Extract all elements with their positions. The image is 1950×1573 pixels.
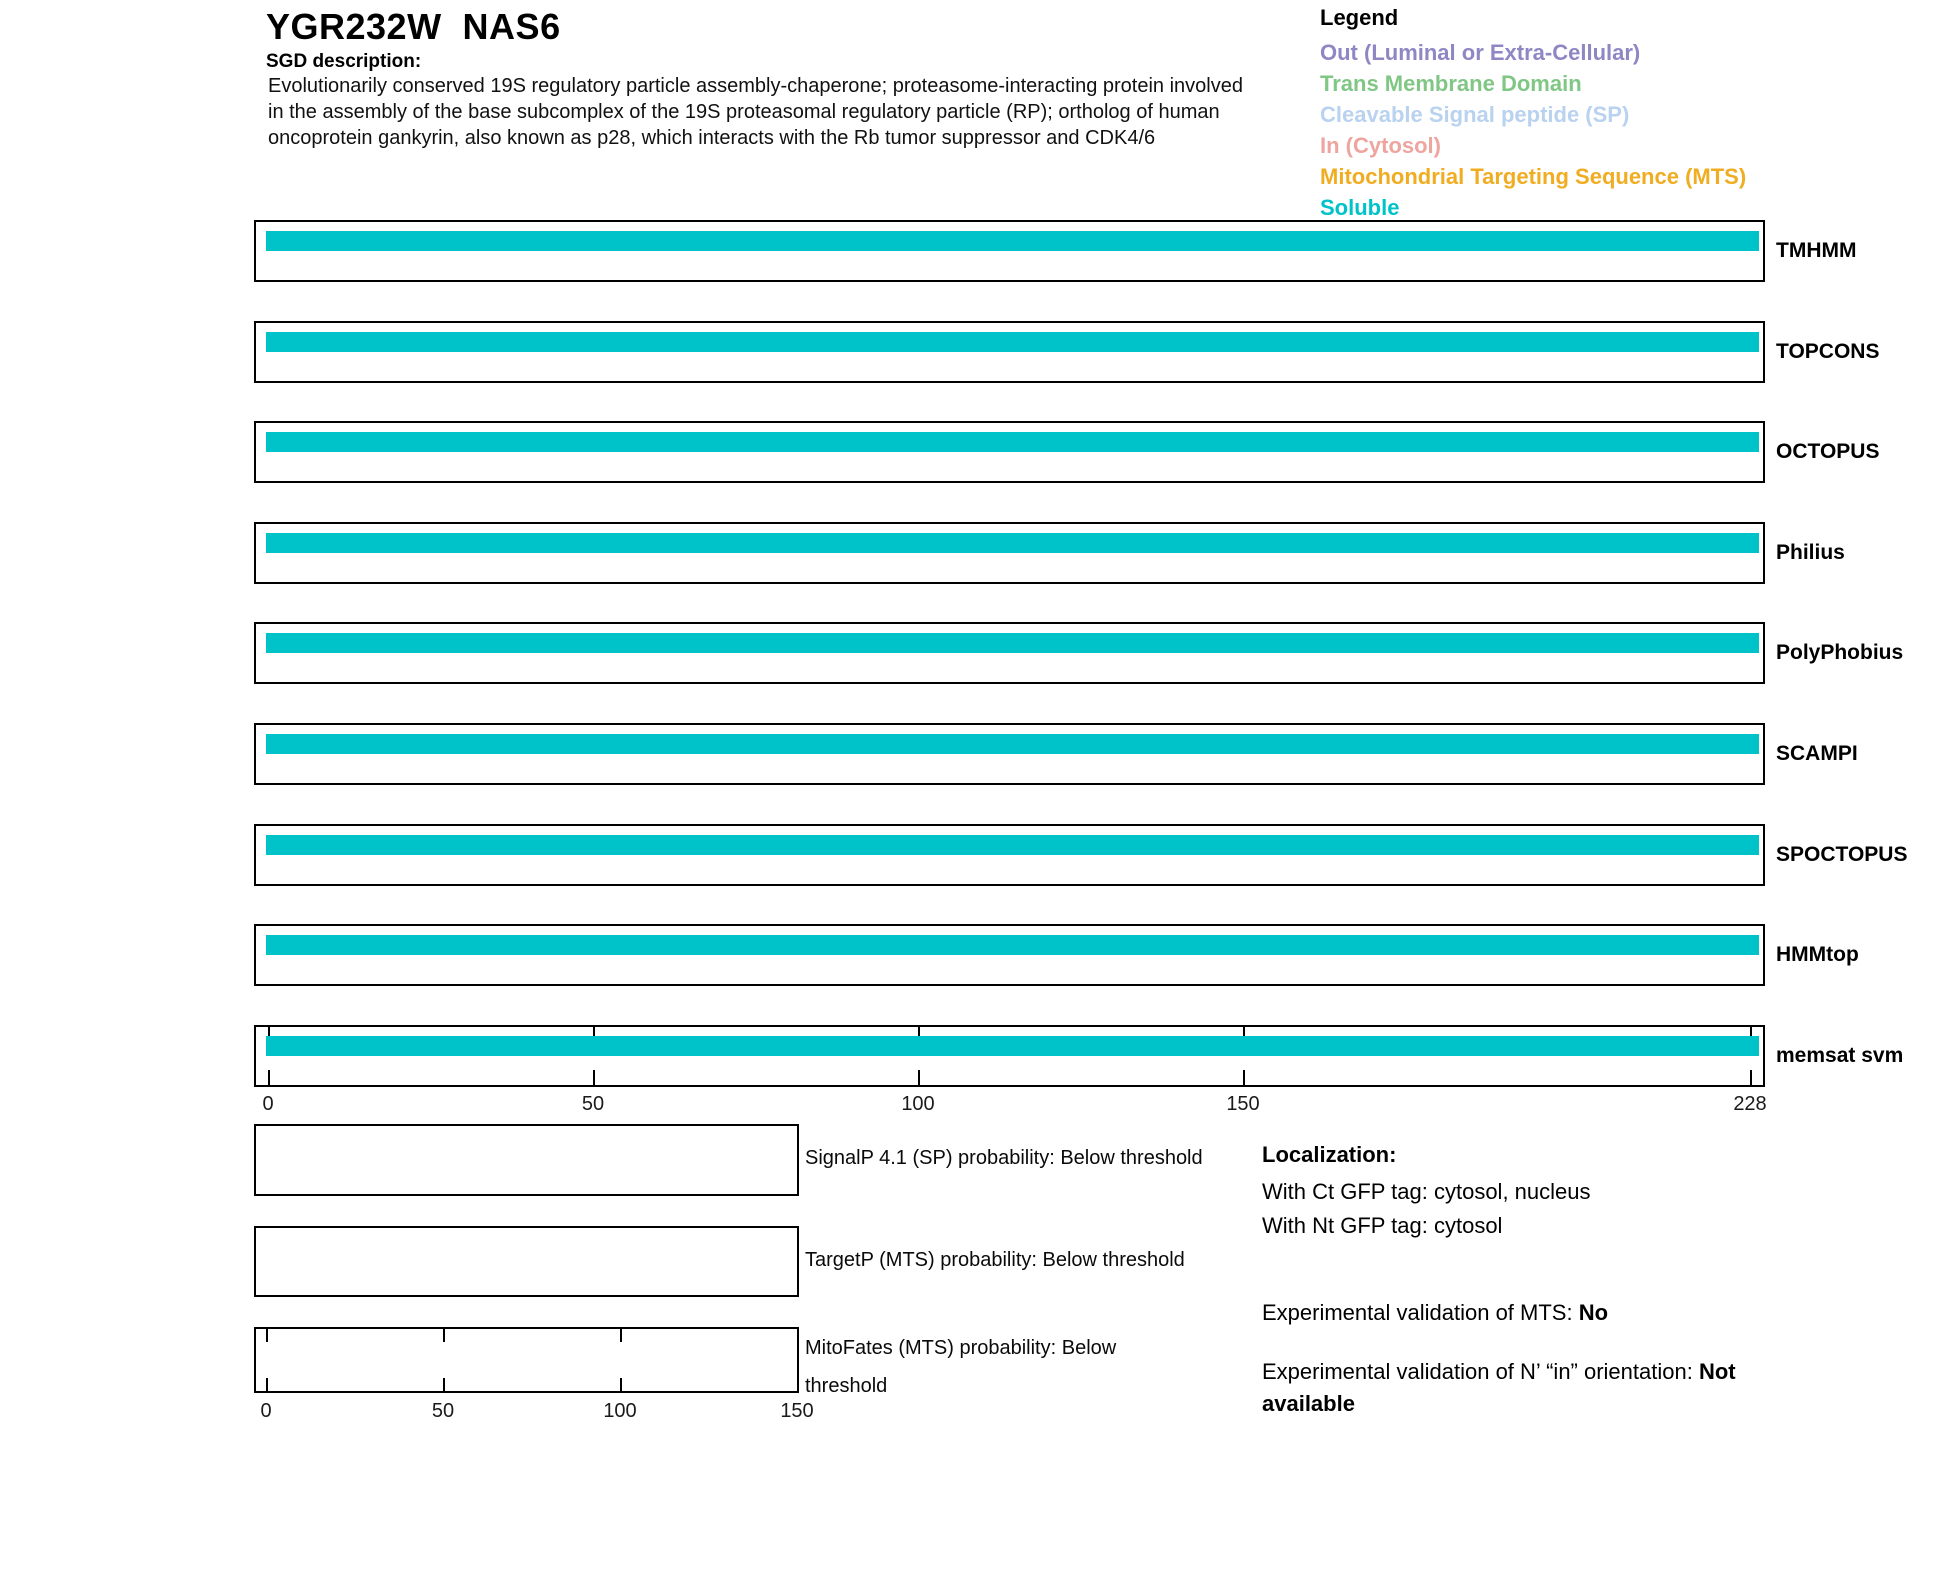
axis-tick-label: 100 [901,1093,935,1115]
track-label-memsat-svm: memsat svm [1776,1044,1904,1067]
track-box-octopus [254,421,1765,483]
signalp-plot-box [254,1124,799,1196]
soluble-bar [266,935,1759,955]
targetp-caption: TargetP (MTS) probability: Below threshold [805,1249,1185,1271]
mitofates-caption-line1: MitoFates (MTS) probability: Below [805,1337,1117,1359]
soluble-bar [266,835,1759,855]
soluble-bar [266,231,1759,251]
axis-tick [443,1378,445,1391]
track-label-scampi: SCAMPI [1776,742,1858,765]
track-label-hmmtop: HMMtop [1776,943,1859,966]
axis-tick [620,1329,622,1342]
track-box-topcons [254,321,1765,383]
axis-tick-label: 50 [431,1400,455,1422]
legend-item-mts: Mitochondrial Targeting Sequence (MTS) [1320,164,1747,189]
soluble-bar [266,633,1759,653]
axis-tick [620,1378,622,1391]
legend-title: Legend [1320,5,1399,30]
track-box-memsat-svm [254,1025,1765,1087]
axis-tick [918,1070,920,1085]
track-label-polyphobius: PolyPhobius [1776,641,1904,664]
track-box-philius [254,522,1765,584]
mts-validation-value: No [1578,1300,1609,1325]
soluble-bar [266,332,1759,352]
orientation-validation-line [1262,1359,1736,1385]
page-title: YGR232W NAS6 [266,6,561,47]
legend-item-sp: Cleavable Signal peptide (SP) [1320,102,1630,127]
axis-tick-label: 0 [260,1400,272,1422]
axis-tick [443,1329,445,1342]
axis-tick [593,1070,595,1085]
ct-gfp-line: With Ct GFP tag: cytosol, nucleus [1262,1179,1591,1204]
mts-validation-line [1262,1300,1608,1326]
axis-tick [266,1329,268,1342]
track-label-octopus: OCTOPUS [1776,440,1880,463]
axis-tick-label: 228 [1733,1093,1767,1115]
track-box-scampi [254,723,1765,785]
description-line: oncoprotein gankyrin, also known as p28, which interacts with the Rb tumor suppressor and CDK4/6 [268,127,1156,149]
sgd-description-text [268,73,1243,151]
localization-label: Localization: [1262,1142,1397,1167]
axis-tick-label: 0 [262,1093,274,1115]
sgd-description-label: SGD description: [266,51,422,72]
axis-tick [1243,1070,1245,1085]
soluble-bar [266,1036,1759,1056]
orientation-validation-value-line2: available [1262,1391,1355,1416]
axis-tick [268,1070,270,1085]
axis-tick-label: 150 [780,1400,814,1422]
soluble-bar [266,734,1759,754]
description-line: Evolutionarily conserved 19S regulatory particle assembly-chaperone; proteasome-interacting protein involved [268,75,1243,97]
axis-tick [266,1378,268,1391]
axis-tick-label: 150 [1226,1093,1260,1115]
legend-item-in: In (Cytosol) [1320,133,1441,158]
track-box-polyphobius [254,622,1765,684]
track-box-spoctopus [254,824,1765,886]
targetp-plot-box [254,1226,799,1297]
orientation-validation-text: Experimental validation of N’ “in” orientation: [1262,1359,1699,1384]
track-label-tmhmm: TMHMM [1776,239,1857,262]
nt-gfp-line: With Nt GFP tag: cytosol [1262,1213,1503,1238]
legend-item-out: Out (Luminal or Extra-Cellular) [1320,40,1641,65]
axis-tick-label: 50 [581,1093,605,1115]
soluble-bar [266,533,1759,553]
mts-validation-text: Experimental validation of MTS: [1262,1300,1579,1325]
signalp-caption: SignalP 4.1 (SP) probability: Below threshold [805,1147,1203,1169]
legend-item-soluble: Soluble [1320,195,1400,220]
track-box-tmhmm [254,220,1765,282]
track-box-hmmtop [254,924,1765,986]
track-label-spoctopus: SPOCTOPUS [1776,843,1908,866]
track-label-topcons: TOPCONS [1776,340,1880,363]
soluble-bar [266,432,1759,452]
track-label-philius: Philius [1776,541,1845,564]
legend-item-tmd: Trans Membrane Domain [1320,71,1582,96]
mitofates-plot-box [254,1327,799,1393]
axis-tick [1750,1070,1752,1085]
orientation-validation-value: Not [1698,1359,1736,1384]
description-line: in the assembly of the base subcomplex of the 19S proteasomal regulatory particle (RP); ortholog of human [268,101,1220,123]
mitofates-caption-line2: threshold [805,1375,888,1397]
axis-tick-label: 100 [603,1400,637,1422]
